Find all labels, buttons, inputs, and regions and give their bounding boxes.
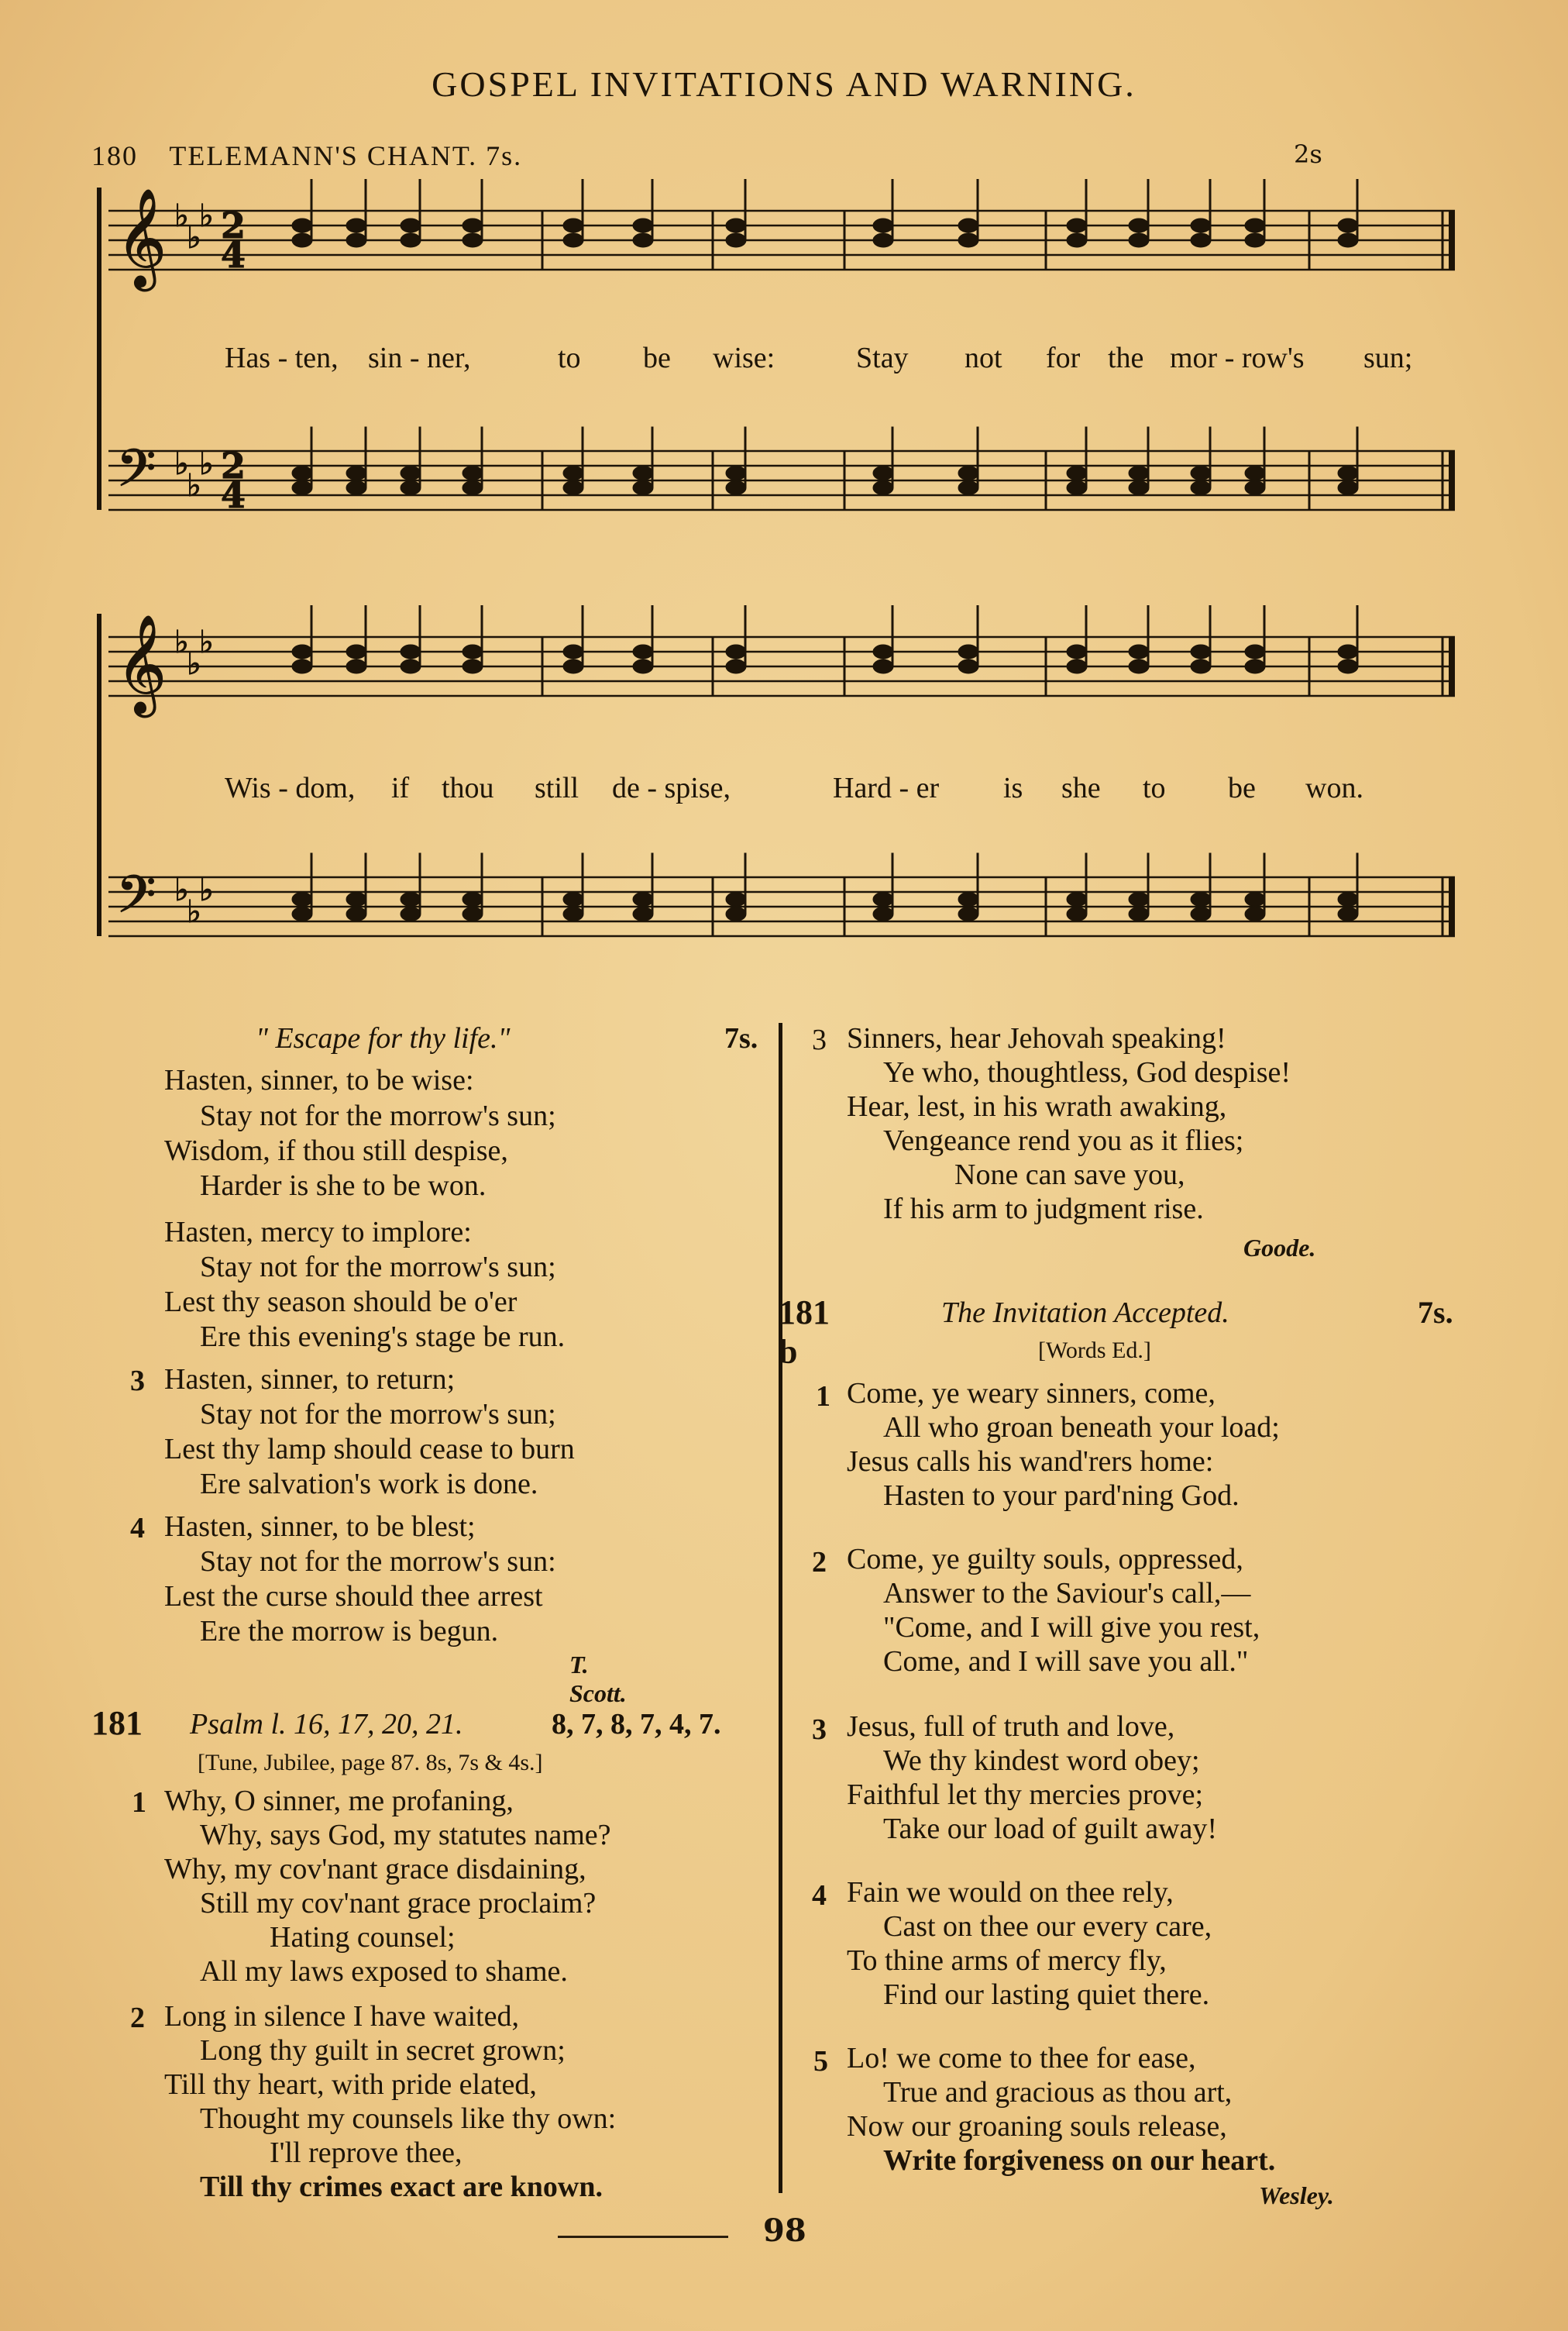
lyric-syllable: won. [1305,772,1363,804]
note-head [563,219,583,232]
note-head [346,219,366,232]
note-head [1129,233,1149,247]
flat-sign: ♭ [187,646,201,682]
lyric-syllable: be [643,342,671,374]
note-head [1245,659,1265,673]
note-head [633,659,653,673]
note-head [401,659,421,673]
verse-line: Now our groaning souls release, [847,2110,1227,2143]
verse-line: Hear, lest, in his wrath awaking, [847,1090,1227,1123]
verse-line: All my laws exposed to shame. [200,1955,568,1988]
note-head [1067,219,1087,232]
note-head [726,481,746,495]
note-head [401,219,421,232]
verse-line: Ere salvation's work is done. [200,1468,538,1500]
verse-line: I'll reprove thee, [270,2136,462,2169]
lyric-syllable: still [535,772,579,804]
note-head [563,907,583,921]
note-head [633,645,653,659]
note-head [1129,467,1149,480]
note-head [1338,893,1358,907]
verse-line: Thought my counsels like thy own: [200,2102,617,2135]
note-head [1245,467,1265,480]
note-head [873,481,893,495]
note-head [292,659,312,673]
note-head [462,907,483,921]
lyric-syllable: if [391,772,410,804]
flat-sign: ♭ [199,625,214,660]
note-head [726,907,746,921]
note-head [633,481,653,495]
verse-line: Why, my cov'nant grace disdaining, [164,1853,586,1885]
note-head [462,659,483,673]
note-head [873,645,893,659]
note-head [1067,907,1087,921]
note-head [1338,907,1358,921]
verse-line: Lest the curse should thee arrest [164,1580,543,1613]
note-head [1067,893,1087,907]
note-head [1245,645,1265,659]
verse-line: Write forgiveness on our heart. [883,2144,1276,2177]
note-head [958,659,978,673]
verse-line: Harder is she to be won. [200,1169,487,1202]
note-head [292,467,312,480]
note-head [346,481,366,495]
note-head [401,907,421,921]
note-head [1067,659,1087,673]
lyric-syllable: the [1108,342,1144,374]
flat-sign: ♭ [199,198,214,234]
flat-sign: ♭ [199,873,214,908]
note-head [958,467,978,480]
note-head [563,233,583,247]
lyric-syllable: Has - ten, [225,342,339,374]
treble-clef: 𝄞 [116,188,167,287]
verse-number: 5 [813,2045,828,2078]
lyric-syllable: sin - ner, [368,342,471,374]
page-header: GOSPEL INVITATIONS AND WARNING. [432,64,1136,104]
tune-right-mark: 2s [1294,139,1322,169]
note-head [462,467,483,480]
verse-line: Find our lasting quiet there. [883,1978,1210,2011]
flat-sign: ♭ [174,198,189,234]
footer-rule [558,2236,728,2238]
verse-line: True and gracious as thou art, [883,2076,1233,2109]
verse-line: Lest thy lamp should cease to burn [164,1433,575,1465]
verse-line: Till thy heart, with pride elated, [164,2068,537,2101]
note-head [726,233,746,247]
time-signature: 4 [221,474,246,516]
hymn-number: 181 [91,1704,143,1742]
note-head [873,659,893,673]
note-head [292,481,312,495]
hymn-author: Goode. [1243,1234,1316,1262]
verse-line: Answer to the Saviour's call,— [883,1577,1251,1610]
verse-line: Ye who, thoughtless, God despise! [883,1056,1291,1089]
hymn-title: The Invitation Accepted. [941,1296,1229,1329]
note-head [633,233,653,247]
note-head [1191,481,1211,495]
verse-number: 4 [130,1512,145,1544]
verse-line: Stay not for the morrow's sun; [200,1251,556,1283]
note-head [401,481,421,495]
music-score [0,0,1568,1007]
tune-note: [Tune, Jubilee, page 87. 8s, 7s & 4s.] [198,1750,543,1775]
note-head [563,467,583,480]
hymn-number: 181 b [779,1293,830,1371]
verse-line: Lo! we come to thee for ease, [847,2042,1196,2074]
verse-line: Take our load of guilt away! [883,1813,1218,1845]
tune-name: TELEMANN'S CHANT. [169,140,478,171]
verse-line: Jesus calls his wand'rers home: [847,1445,1214,1478]
lyric-syllable: Hard - er [833,772,940,804]
note-head [958,893,978,907]
note-head [958,907,978,921]
verse-line: Why, O sinner, me profaning, [164,1785,514,1817]
note-head [726,893,746,907]
note-head [1129,659,1149,673]
note-head [1338,481,1358,495]
note-head [633,893,653,907]
verse-line: None can save you, [954,1159,1185,1191]
lyric-syllable: she [1061,772,1101,804]
verse-number: 2 [812,1546,827,1579]
note-head [462,481,483,495]
verse-line: Long thy guilt in secret grown; [200,2034,566,2067]
verse-line: Lest thy season should be o'er [164,1286,518,1318]
verse-line: Ere this evening's stage be run. [200,1320,566,1353]
flat-sign: ♭ [174,446,189,482]
note-head [462,893,483,907]
verse-number: 1 [132,1786,146,1819]
time-signature: 2 [221,205,246,246]
flat-sign: ♭ [187,894,201,930]
time-signature: 4 [221,234,246,276]
verse-line: Vengeance rend you as it flies; [883,1124,1244,1157]
note-head [346,893,366,907]
note-head [633,219,653,232]
note-head [873,233,893,247]
note-head [401,893,421,907]
note-head [1245,907,1265,921]
verse-number: 2 [130,2002,145,2034]
note-head [292,219,312,232]
note-head [346,467,366,480]
note-head [292,893,312,907]
flat-sign: ♭ [174,625,189,660]
note-head [563,659,583,673]
note-head [563,481,583,495]
hymn-meter: 7s. [1418,1295,1453,1330]
hymn-author: Wesley. [1259,2181,1334,2209]
note-head [563,893,583,907]
verse-line: "Come, and I will give you rest, [883,1611,1260,1644]
flat-sign: ♭ [187,220,201,256]
lyric-syllable: not [965,342,1002,374]
note-head [401,233,421,247]
note-head [1338,467,1358,480]
note-head [1338,233,1358,247]
note-head [958,233,978,247]
lyric-syllable: sun; [1363,342,1413,374]
verse-line: Long in silence I have waited, [164,2000,519,2033]
note-head [462,645,483,659]
time-signature: 2 [221,445,246,487]
verse-number: 3 [130,1365,145,1397]
note-head [1129,893,1149,907]
verse-line: Cast on thee our every care, [883,1910,1212,1943]
verse-line: Sinners, hear Jehovah speaking! [847,1022,1226,1055]
verse-line: Till thy crimes exact are known. [200,2171,603,2203]
hymn-meter: 7s. [724,1022,758,1055]
verse-line: To thine arms of mercy fly, [847,1944,1167,1977]
verse-line: Still my cov'nant grace proclaim? [200,1887,597,1920]
verse-line: Fain we would on thee rely, [847,1876,1174,1909]
note-head [1191,233,1211,247]
verse-number: 1 [816,1380,830,1413]
words-note: [Words Ed.] [1038,1338,1151,1363]
flat-sign: ♭ [199,446,214,482]
hymn-meter: 8, 7, 8, 7, 4, 7. [552,1708,721,1741]
note-head [1067,645,1087,659]
lyric-syllable: be [1228,772,1256,804]
verse-line: Hasten, sinner, to be blest; [164,1510,476,1543]
note-head [401,467,421,480]
note-head [726,467,746,480]
hymn-title: Psalm l. 16, 17, 20, 21. [190,1708,463,1741]
note-head [1245,219,1265,232]
lyric-syllable: Stay [856,342,909,374]
verse-number: 4 [812,1879,827,1912]
lyric-syllable: for [1046,342,1081,374]
verse-line: Ere the morrow is begun. [200,1615,499,1648]
note-head [292,233,312,247]
lyric-syllable: de - spise, [612,772,731,804]
note-head [292,645,312,659]
note-head [462,219,483,232]
verse-line: Jesus, full of truth and love, [847,1710,1175,1743]
verse-line: Hasten, mercy to implore: [164,1216,472,1248]
verse-line: Faithful let thy mercies prove; [847,1778,1204,1811]
tune-number: 180 [91,140,138,171]
note-head [1245,893,1265,907]
note-head [958,481,978,495]
verse-line: Hasten to your pard'ning God. [883,1479,1240,1512]
note-head [346,907,366,921]
verse-line: Hasten, sinner, to be wise: [164,1064,474,1097]
column-divider [779,1023,782,2193]
note-head [1067,467,1087,480]
verse-line: If his arm to judgment rise. [883,1193,1204,1225]
note-head [1191,659,1211,673]
note-head [1191,645,1211,659]
verse-line: Stay not for the morrow's sun; [200,1100,556,1132]
note-head [1067,481,1087,495]
note-head [958,645,978,659]
verse-number: 3 [812,1024,827,1056]
verse-line: Come, ye guilty souls, oppressed, [847,1543,1243,1575]
verse-line: We thy kindest word obey; [883,1744,1200,1777]
hymn-author: T. Scott. [569,1651,627,1707]
verse-line: All who groan beneath your load; [883,1411,1280,1444]
note-head [633,467,653,480]
note-head [1245,481,1265,495]
note-head [346,659,366,673]
note-head [1245,233,1265,247]
lyric-syllable: is [1003,772,1023,804]
note-head [1191,907,1211,921]
tune-meter: 7s. [486,140,523,171]
note-head [726,659,746,673]
note-head [873,907,893,921]
verse-line: Hasten, sinner, to return; [164,1363,456,1396]
verse-line: Stay not for the morrow's sun; [200,1398,556,1431]
note-head [1338,645,1358,659]
note-head [1191,893,1211,907]
verse-line: Stay not for the morrow's sun: [200,1545,556,1578]
note-head [958,219,978,232]
note-head [1129,481,1149,495]
note-head [873,893,893,907]
verse-line: Come, and I will save you all." [883,1645,1249,1678]
hymn-title: " Escape for thy life." [256,1022,511,1055]
page-number: 98 [763,2212,806,2249]
note-head [563,645,583,659]
verse-number: 3 [812,1713,827,1746]
note-head [1191,219,1211,232]
flat-sign: ♭ [187,468,201,504]
verse-line: Wisdom, if thou still despise, [164,1135,508,1167]
verse-line: Hating counsel; [270,1921,456,1954]
note-head [1129,219,1149,232]
note-head [292,907,312,921]
verse-line: Come, ye weary sinners, come, [847,1377,1216,1410]
bass-clef: 𝄢 [116,439,156,511]
note-head [1067,233,1087,247]
note-head [346,645,366,659]
note-head [462,233,483,247]
note-head [726,645,746,659]
lyric-syllable: thou [442,772,494,804]
note-head [1191,467,1211,480]
lyric-syllable: Wis - dom, [225,772,356,804]
lyric-syllable: to [558,342,581,374]
note-head [346,233,366,247]
note-head [1338,219,1358,232]
verse-line: Why, says God, my statutes name? [200,1819,611,1851]
note-head [401,645,421,659]
note-head [1129,645,1149,659]
lyric-syllable: mor - row's [1170,342,1305,374]
note-head [633,907,653,921]
lyric-syllable: wise: [713,342,775,374]
note-head [873,219,893,232]
flat-sign: ♭ [174,873,189,908]
note-head [1129,907,1149,921]
note-head [726,219,746,232]
lyric-syllable: to [1143,772,1166,804]
treble-clef: 𝄞 [116,614,167,713]
note-head [873,467,893,480]
bass-clef: 𝄢 [116,865,156,937]
note-head [1338,659,1358,673]
